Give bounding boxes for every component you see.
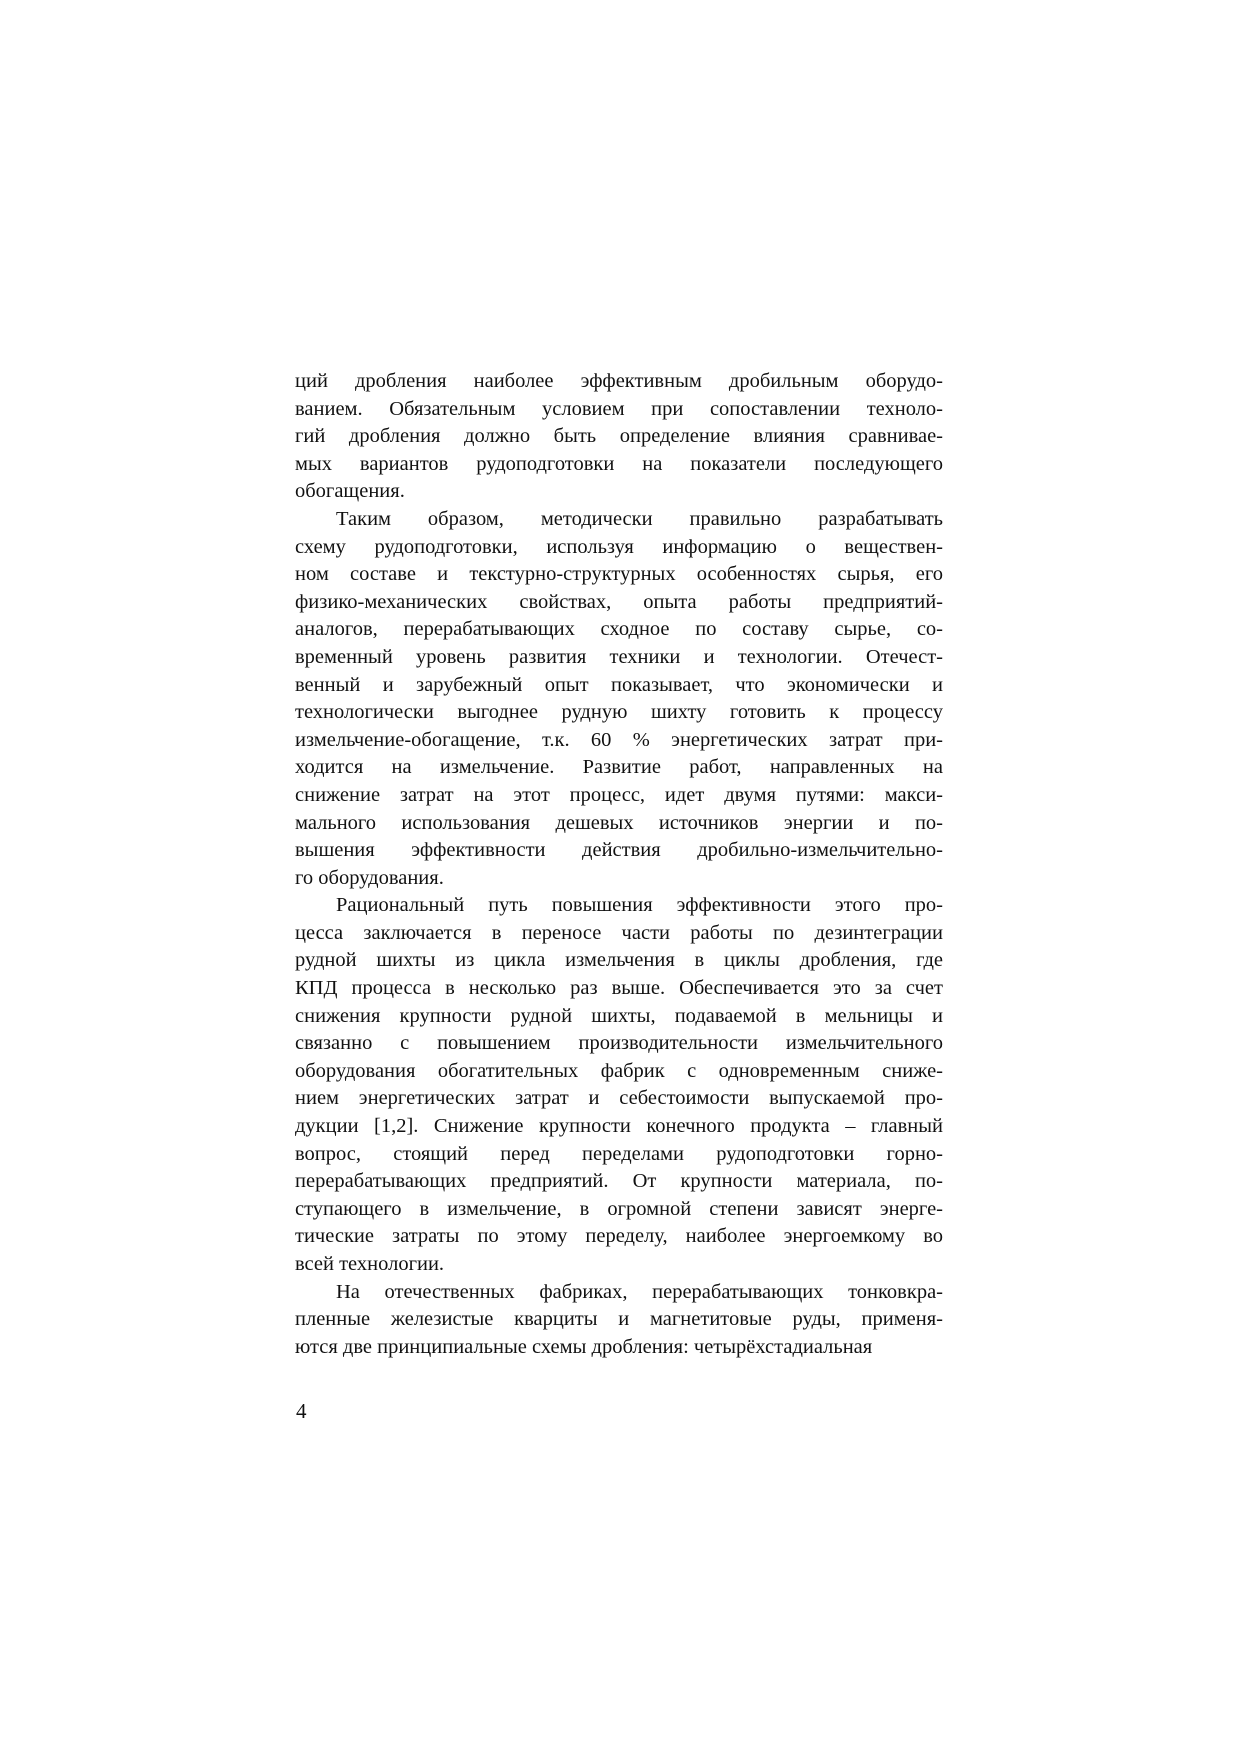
text-line: связанно с повышением производительности измельчительного bbox=[295, 1032, 943, 1055]
text-line: го оборудования. bbox=[295, 866, 444, 889]
text-line: ванием. Обязательным условием при сопоставлении техноло- bbox=[295, 397, 943, 420]
text-line: Рациональный путь повышения эффективности этого про- bbox=[336, 894, 943, 917]
text-line: рудной шихты из цикла измельчения в циклы дробления, где bbox=[295, 949, 943, 972]
paragraph bbox=[295, 892, 943, 1278]
text-line: На отечественных фабриках, перерабатывающих тонковкра- bbox=[336, 1280, 943, 1303]
text-line: технологически выгоднее рудную шихту готовить к процессу bbox=[295, 701, 943, 724]
text-line: тические затраты по этому переделу, наиболее энергоемкому во bbox=[295, 1225, 943, 1248]
text-line: Таким образом, методически правильно разрабатывать bbox=[336, 507, 943, 530]
text-line: КПД процесса в несколько раз выше. Обеспечивается это за счет bbox=[295, 977, 943, 1000]
text-line: физико-механических свойствах, опыта работы предприятий- bbox=[295, 590, 943, 613]
text-line: цесса заключается в переносе части работы по дезинтеграции bbox=[295, 921, 943, 944]
body-text bbox=[295, 368, 943, 1361]
text-line: вышения эффективности действия дробильно-измельчительно- bbox=[295, 839, 943, 862]
text-line: мального использования дешевых источников энергии и по- bbox=[295, 811, 943, 834]
text-line: схему рудоподготовки, используя информацию о веществен- bbox=[295, 535, 943, 558]
text-line: снижение затрат на этот процесс, идет двумя путями: макси- bbox=[295, 783, 943, 806]
text-line: оборудования обогатительных фабрик с одновременным сниже- bbox=[295, 1059, 943, 1082]
text-line: аналогов, перерабатывающих сходное по составу сырье, со- bbox=[295, 618, 943, 641]
paragraph bbox=[295, 368, 943, 506]
text-line: ном составе и текстурно-структурных особенностях сырья, его bbox=[295, 563, 943, 586]
text-line: вопрос, стоящий перед переделами рудоподготовки горно- bbox=[295, 1142, 943, 1165]
text-line: измельчение-обогащение, т.к. 60 % энергетических затрат при- bbox=[295, 728, 943, 751]
text-line: дукции [1,2]. Снижение крупности конечного продукта – главный bbox=[295, 1115, 943, 1138]
text-line: перерабатывающих предприятий. От крупности материала, по- bbox=[295, 1170, 943, 1193]
paragraph bbox=[295, 1279, 943, 1362]
page-number: 4 bbox=[296, 1399, 307, 1423]
text-line: нием энергетических затрат и себестоимости выпускаемой про- bbox=[295, 1087, 943, 1110]
text-line: всей технологии. bbox=[295, 1253, 445, 1275]
text-line: ходится на измельчение. Развитие работ, направленных на bbox=[295, 756, 943, 779]
text-line: пленные железистые кварциты и магнетитовые руды, применя- bbox=[295, 1308, 943, 1331]
text-line: гий дробления должно быть определение влияния сравнивае- bbox=[295, 425, 943, 448]
text-line: обогащения. bbox=[295, 480, 405, 503]
text-line: венный и зарубежный опыт показывает, что экономически и bbox=[295, 673, 943, 696]
text-line: временный уровень развития техники и технологии. Отечест- bbox=[295, 645, 943, 668]
text-line: снижения крупности рудной шихты, подаваемой в мельницы и bbox=[295, 1004, 943, 1027]
text-line: ций дробления наиболее эффективным дробильным оборудо- bbox=[295, 370, 943, 392]
text-line: мых вариантов рудоподготовки на показатели последующего bbox=[295, 452, 943, 475]
paragraph bbox=[295, 506, 943, 892]
text-line: ются две принципиальные схемы дробления: четырёхстадиальная bbox=[295, 1335, 873, 1358]
text-line: ступающего в измельчение, в огромной степени зависят энерге- bbox=[295, 1197, 943, 1220]
